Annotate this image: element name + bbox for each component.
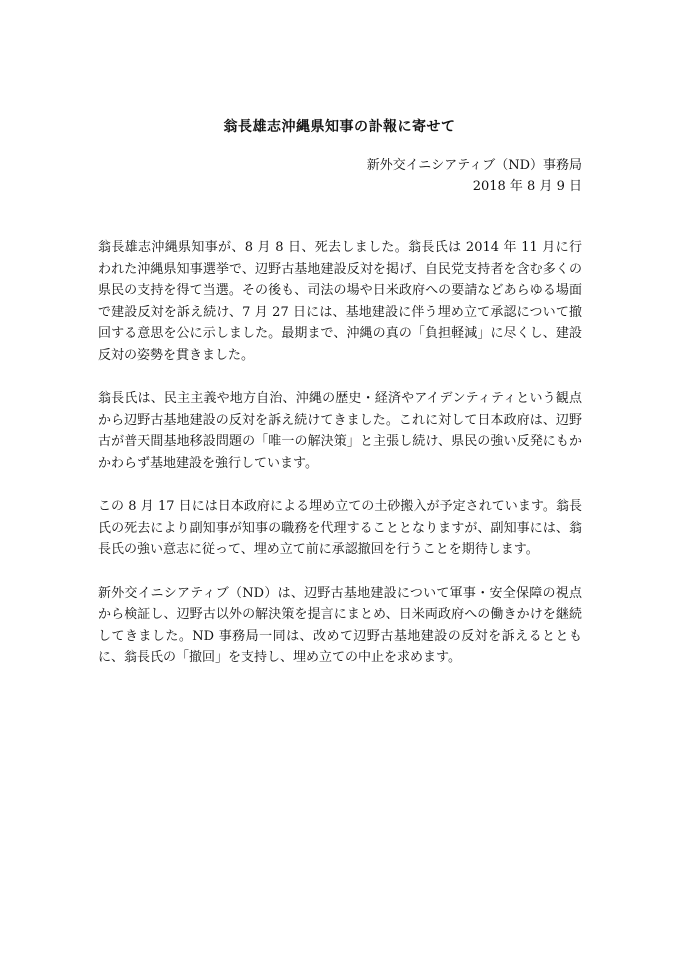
document-title: 翁長雄志沖縄県知事の訃報に寄せて bbox=[223, 119, 456, 135]
paragraph-3: この 8 月 17 日には日本政府による埋め立ての土砂搬入が予定されています。翁長氏の死去により副知事が知事の職務を代理することとなりますが、副知事には、翁長氏の強い意志に従って、埋め立て前に承認撤回を行うことを期待します。 bbox=[98, 499, 582, 557]
paragraph-1: 翁長雄志沖縄県知事が、8 月 8 日、死去しました。翁長氏は 2014 年 11 月に行われた沖縄県知事選挙で、辺野古基地建設反対を掲げ、自民党支持者を含む多くの県民の支持を得て当選。その後も、司法の場や日米政府への要請などあらゆる場面で建設反対を訴え続け、7 月 27 日には、基地建設に伴う埋め立て承認について撤回する意思を公に示しました。最期まで、沖縄の真の「負担軽減」に尽くし、建設反対の姿勢を貫きました。 bbox=[98, 240, 582, 363]
document-date: 2018 年 8 月 9 日 bbox=[472, 179, 582, 194]
sender-block bbox=[367, 155, 582, 197]
document-body bbox=[98, 237, 582, 691]
paragraph-4: 新外交イニシアティブ（ND）は、辺野古基地建設について軍事・安全保障の視点から検証し、辺野古以外の解決策を提言にまとめ、日米両政府への働きかけを継続してきました。ND 事務局一同は、改めて辺野古基地建設の反対を訴えるとともに、翁長氏の「撤回」を支持し、埋め立ての中止を求めます。 bbox=[98, 585, 582, 665]
sender-organization: 新外交イニシアティブ（ND）事務局 bbox=[366, 158, 582, 173]
paragraph-2: 翁長氏は、民主主義や地方自治、沖縄の歴史・経済やアイデンティティという観点から辺野古基地建設の反対を訴え続けてきました。これに対して日本政府は、辺野古が普天間基地移設問題の「唯一の解決策」と主張し続け、県民の強い反発にもかかわらず基地建設を強行しています。 bbox=[98, 391, 582, 471]
